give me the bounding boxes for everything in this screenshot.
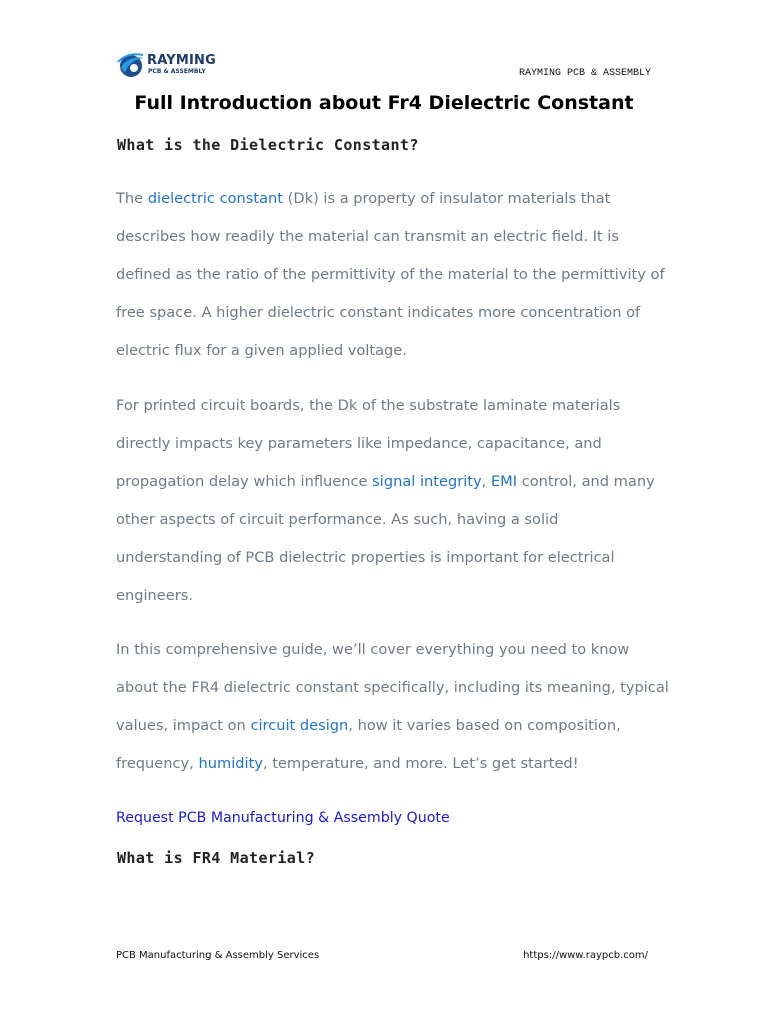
text-line: other aspects of circuit performance. As such, having a solid [116, 511, 559, 528]
text-run: , [481, 473, 491, 490]
text-line: understanding of PCB dielectric properties is important for electrical [116, 549, 615, 566]
company-logo [116, 51, 226, 81]
page-title: Full Introduction about Fr4 Dielectric Constant [134, 92, 634, 114]
text-run: , temperature, and more. Let’s get started! [262, 755, 579, 772]
paragraph-guide [116, 631, 669, 783]
text-line: describes how readily the material can transmit an electric field. It is [116, 228, 619, 245]
text-run: frequency, [116, 755, 199, 772]
link-emi[interactable]: EMI [490, 473, 518, 490]
text-line: free space. A higher dielectric constant indicates more concentration of [116, 304, 641, 321]
link-dielectric-constant[interactable]: dielectric constant [147, 190, 284, 207]
link-humidity[interactable]: humidity [198, 755, 263, 772]
logo-name: RAYMING [147, 53, 216, 68]
text-run: The [116, 190, 148, 207]
text-line: defined as the ratio of the permittivity of the material to the permittivity of [116, 266, 665, 283]
text-run: control, and many [517, 473, 655, 490]
footer-services: PCB Manufacturing & Assembly Services [116, 950, 320, 961]
text-line: engineers. [116, 587, 193, 604]
running-header: RAYMING PCB & ASSEMBLY [518, 68, 651, 79]
text-run: (Dk) is a property of insulator materials that [283, 190, 611, 207]
paragraph-intro [116, 180, 665, 370]
text-run: propagation delay which influence [116, 473, 373, 490]
text-line: In this comprehensive guide, we’ll cover everything you need to know [116, 641, 630, 658]
text-line: For printed circuit boards, the Dk of the substrate laminate materials [116, 397, 621, 414]
text-line: about the FR4 dielectric constant specifically, including its meaning, typical [116, 679, 669, 696]
link-signal-integrity[interactable]: signal integrity [372, 473, 482, 490]
link-circuit-design[interactable]: circuit design [250, 717, 349, 734]
text-run: , how it varies based on composition, [348, 717, 621, 734]
section-heading-fr4-material: What is FR4 Material? [117, 849, 316, 867]
paragraph-pcb-dk [116, 387, 655, 615]
text-line: directly impacts key parameters like impedance, capacitance, and [116, 435, 602, 452]
footer-url-link[interactable]: https://www.raypcb.com/ [523, 950, 648, 961]
rayming-logo-icon [116, 51, 146, 79]
request-quote-link[interactable]: Request PCB Manufacturing & Assembly Quote [116, 810, 450, 826]
logo-tagline: PCB & ASSEMBLY [148, 68, 206, 75]
text-line: electric flux for a given applied voltage. [116, 342, 407, 359]
text-run: values, impact on [116, 717, 251, 734]
section-heading-dielectric-constant: What is the Dielectric Constant? [117, 136, 419, 154]
